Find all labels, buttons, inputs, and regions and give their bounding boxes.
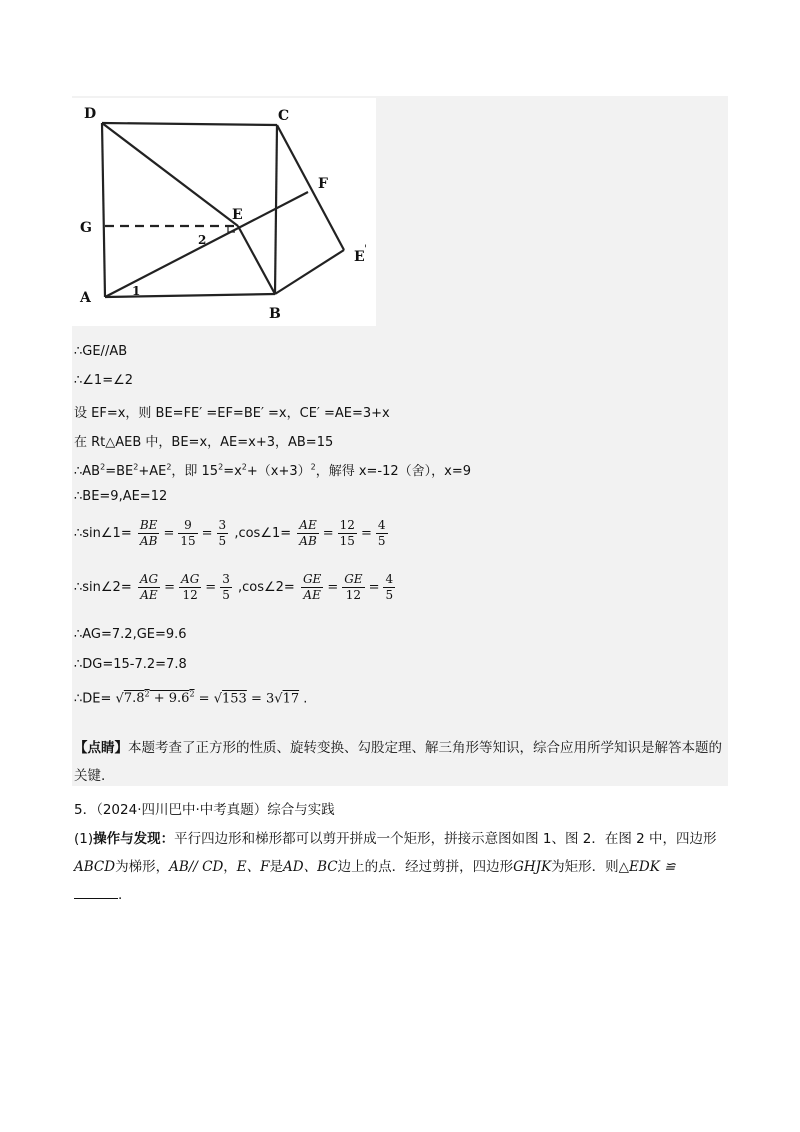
segment-DA [102, 123, 105, 297]
comment-paragraph [74, 734, 730, 790]
segment-DE [102, 123, 238, 226]
step-let-x: 设 EF=x，则 BE=FE′ =EF=BE′ =x，CE′ =AE=3+x [74, 406, 390, 421]
segment-DC [102, 123, 277, 125]
answer-blank[interactable] [74, 898, 118, 899]
step-ge-parallel: ∴GE//AB [74, 344, 128, 359]
label-angle-1: 1 [132, 284, 141, 298]
segment-EB [238, 226, 275, 294]
problem-heading: 5．（2024·四川巴中·中考真题）综合与实践 [74, 802, 335, 818]
segment-CE-prime [277, 125, 344, 250]
segment-BE-prime [275, 250, 344, 294]
label-G: G [80, 220, 92, 236]
comment-tag: 【点睛】 [74, 740, 128, 756]
segment-AF [105, 192, 308, 297]
step-pythagoras: $\therefore AB^2=BE^2+AE^2$，即 $15^2=x^2+(x+3)^2$，解得 x=-12（舍），x=9 [74, 462, 472, 479]
label-E-prime: E [354, 249, 365, 265]
step-right-triangle: 在 Rt△AEB 中，BE=x，AE=x+3，AB=15 [74, 435, 334, 450]
square-rotation-diagram [72, 98, 376, 326]
step-de: ∴DE= $√7.8^2 + 9.6^2 = √153 = 3√17$ . [74, 690, 308, 707]
label-angle-2: 2 [198, 233, 207, 247]
segment-AB [105, 294, 275, 297]
problem-part-1: (1)操作与发现：平行四边形和梯形都可以剪开拼成一个矩形，拼接示意图如图 1、图 2．在图 2 中，四边形 ABCD为梯形，AB// CD，E、F是AD、BC边上的点．经过剪拼，四边形GHJK为矩形．则△EDK ≌ . [74, 831, 717, 903]
label-D: D [84, 106, 97, 122]
svg-text:': ' [364, 244, 367, 255]
label-E: E [232, 207, 243, 223]
part-title: 操作与发现： [93, 831, 175, 847]
step-dg: ∴DG=15-7.2=7.8 [74, 657, 187, 672]
label-C: C [278, 108, 290, 124]
comment-text: 本题考查了正方形的性质、旋转变换、勾股定理、解三角形等知识，综合应用所学知识是解答本题的关键. [74, 740, 722, 784]
geometry-figure [72, 98, 376, 326]
label-B: B [269, 306, 281, 322]
step-ag-ge: ∴AG=7.2,GE=9.6 [74, 627, 187, 642]
step-angle-equal: ∴∠1=∠2 [74, 373, 134, 388]
step-trig-angle-2: ∴sin∠2= $\frac{AG}{AE}$ = $\frac{AG}{12}$ = $\frac{3}{5}$ ,cos∠2= $\frac{GE}{AE}$ = $\frac{GE}{12}$ = $\frac{4}{5}$ [74, 572, 394, 602]
label-F: F [318, 176, 328, 192]
step-trig-angle-1: ∴sin∠1= $\frac{BE}{AB}$ = $\frac{9}{15}$ = $\frac{3}{5}$ ,cos∠1= $\frac{AE}{AB}$ = $\frac{12}{15}$ = $\frac{4}{5}$ [74, 518, 386, 548]
label-A: A [80, 290, 91, 306]
step-values: ∴BE=9,AE=12 [74, 489, 168, 504]
